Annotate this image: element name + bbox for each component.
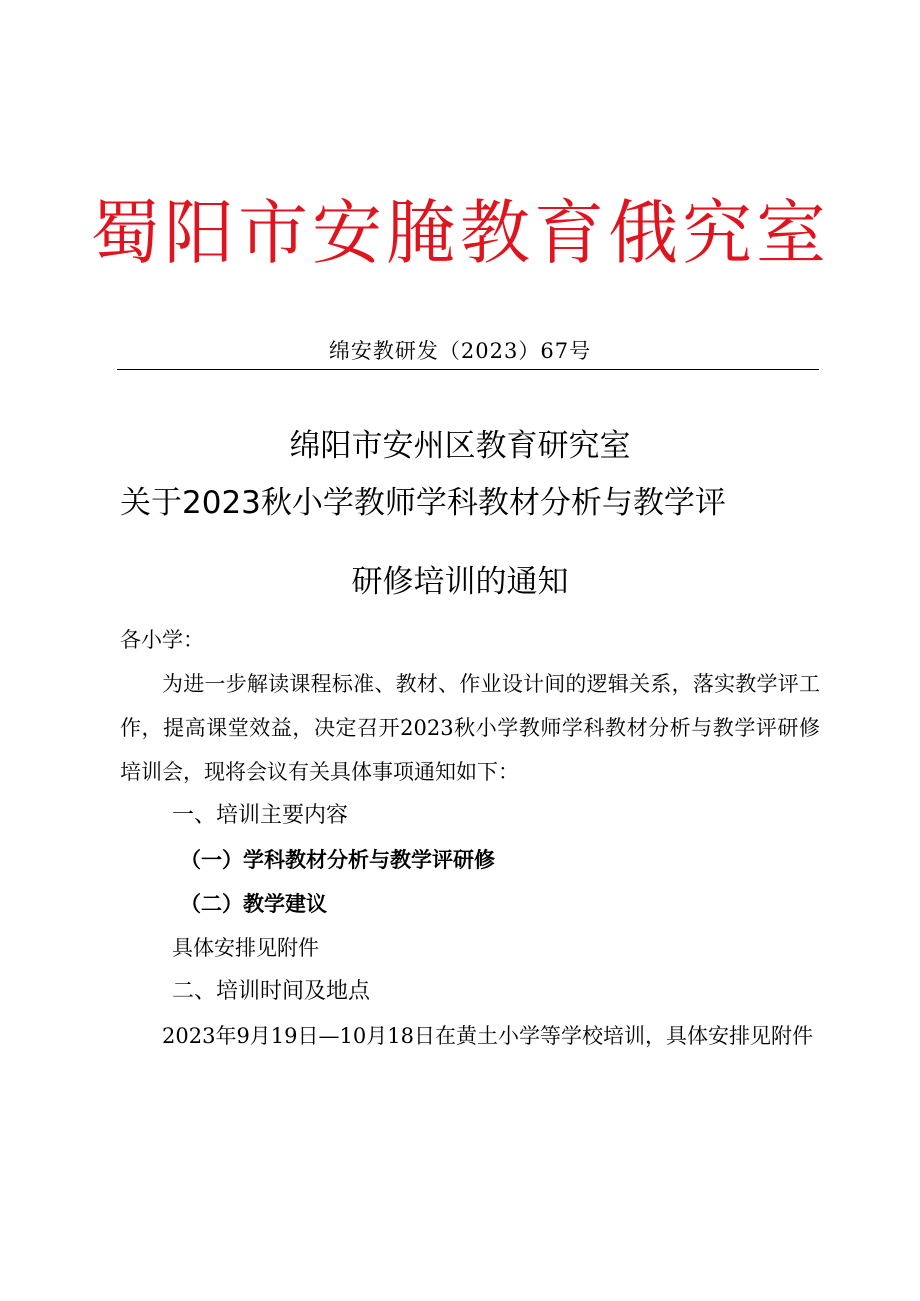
- section-1-item-1: （一）学科教材分析与教学评研修: [180, 848, 495, 872]
- header-divider: [117, 369, 819, 370]
- section-1-item-2: （二）教学建议: [180, 892, 327, 916]
- title-line-2: 关于2023秋小学教师学科教材分析与教学评: [120, 485, 726, 521]
- section-1-note: 具体安排见附件: [172, 936, 319, 960]
- section-2-heading: 二、培训时间及地点: [172, 979, 371, 1004]
- salutation: 各小学：: [120, 628, 204, 652]
- title-line-1: 绵阳市安州区教育研究室: [289, 428, 631, 464]
- masthead-title: 蜀阳市安腌教育俄究室: [90, 192, 830, 274]
- intro-paragraph: 为进一步解读课程标准、教材、作业设计间的逻辑关系，落实教学评工作，提高课堂效益，决定召开2023秋小学教师学科教材分析与教学评研修培训会，现将会议有关具体事项通知如下：: [120, 672, 820, 784]
- title-line-3: 研修培训的通知: [351, 564, 569, 600]
- section-2-body: 2023年9月19日—10月18日在黄土小学等学校培训，具体安排见附件: [162, 1024, 813, 1048]
- document-number: 绵安教研发（2023）67号: [328, 339, 592, 363]
- section-1-heading: 一、培训主要内容: [172, 803, 349, 828]
